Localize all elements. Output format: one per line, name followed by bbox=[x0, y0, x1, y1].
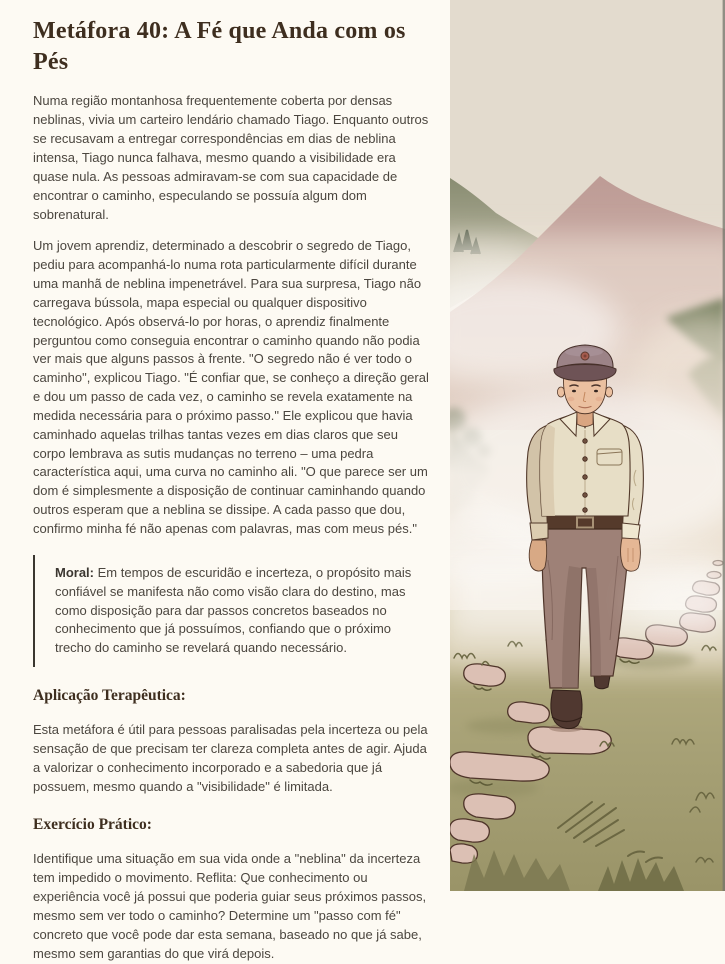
page-title: Metáfora 40: A Fé que Anda com os Pés bbox=[33, 18, 406, 75]
story-paragraph-2: Um jovem aprendiz, determinado a descobrir o segredo de Tiago, pediu para acompanhá-lo numa rota particularmente difícil durante uma manhã de neblina impenetrável. Para sua surpresa, Tiago não carregava bússola, mapa especial ou qualquer dispositivo tecnológico. Após observá-lo por horas, o aprendiz finalmente perguntou como conseguia encontrar o caminho quando não podia ver mais que alguns passos à frente. "O segredo não é ver todo o caminho", explicou Tiago. "É confiar que, se conheço a direção geral e dou um passo de cada vez, o caminho se revela exatamente na medida necessária para o próximo passo." Ele explicou que havia caminhado aquelas trilhas tantas vezes em dias claros que seu corpo lembrava as sutis mudanças no terreno – uma pedra característica aqui, uma curva no caminho ali. "O que parece ser um dom é simplesmente a disposição de continuar caminhando quando outros esperam que a neblina se dissipe. A cada passo que dou, confirmo minha fé não apenas com palavras, mas com meus pés." bbox=[33, 238, 429, 536]
story-paragraph-1: Numa região montanhosa frequentemente coberta por densas neblinas, vivia um carteiro lendário chamado Tiago. Enquanto outros se recusavam a entregar correspondências em dias de neblina intensa, Tiago nunca falhava, mesmo quando a visibilidade era quase nula. As pessoas admiravam-se com sua capacidade de encontrar o caminho, especulando se possuía algum dom sobrenatural. bbox=[33, 93, 429, 222]
section-body-aplicacao-terapeutica: Esta metáfora é útil para pessoas paralisadas pela incerteza ou pela sensação de que precisam ter clareza completa antes de agir. Ajuda a valorizar o conhecimento incorporado e a sabedoria que já possuem, mesmo quando a "visibilidade" é limitada. bbox=[33, 722, 428, 794]
section-heading-aplicacao-terapeutica: Aplicação Terapêutica: bbox=[33, 687, 186, 705]
postman-fog-illustration bbox=[450, 0, 725, 891]
moral-label: Moral: bbox=[55, 564, 94, 580]
illustration-panel bbox=[450, 0, 725, 891]
section-body-exercicio-pratico: Identifique uma situação em sua vida onde a "neblina" da incerteza tem impedido o movimento. Reflita: Que conhecimento ou experiência você já possui que poderia guiar seus próximos passos, mesmo sem ver todo o caminho? Determine um "passo com fé" concreto que você pode dar esta semana, baseado no que já sabe, mesmo sem garantias do que virá depois. bbox=[33, 851, 427, 961]
moral-text: Em tempos de escuridão e incerteza, o propósito mais confiável se manifesta não como visão clara do destino, mas como disposição para dar passos concretos baseados no conhecimento que já possuímos, confiando que o próximo trecho do caminho se revelará quando necessário. bbox=[55, 564, 412, 656]
section-heading-exercicio-pratico: Exercício Prático: bbox=[33, 816, 152, 834]
moral-blockquote bbox=[33, 555, 433, 667]
